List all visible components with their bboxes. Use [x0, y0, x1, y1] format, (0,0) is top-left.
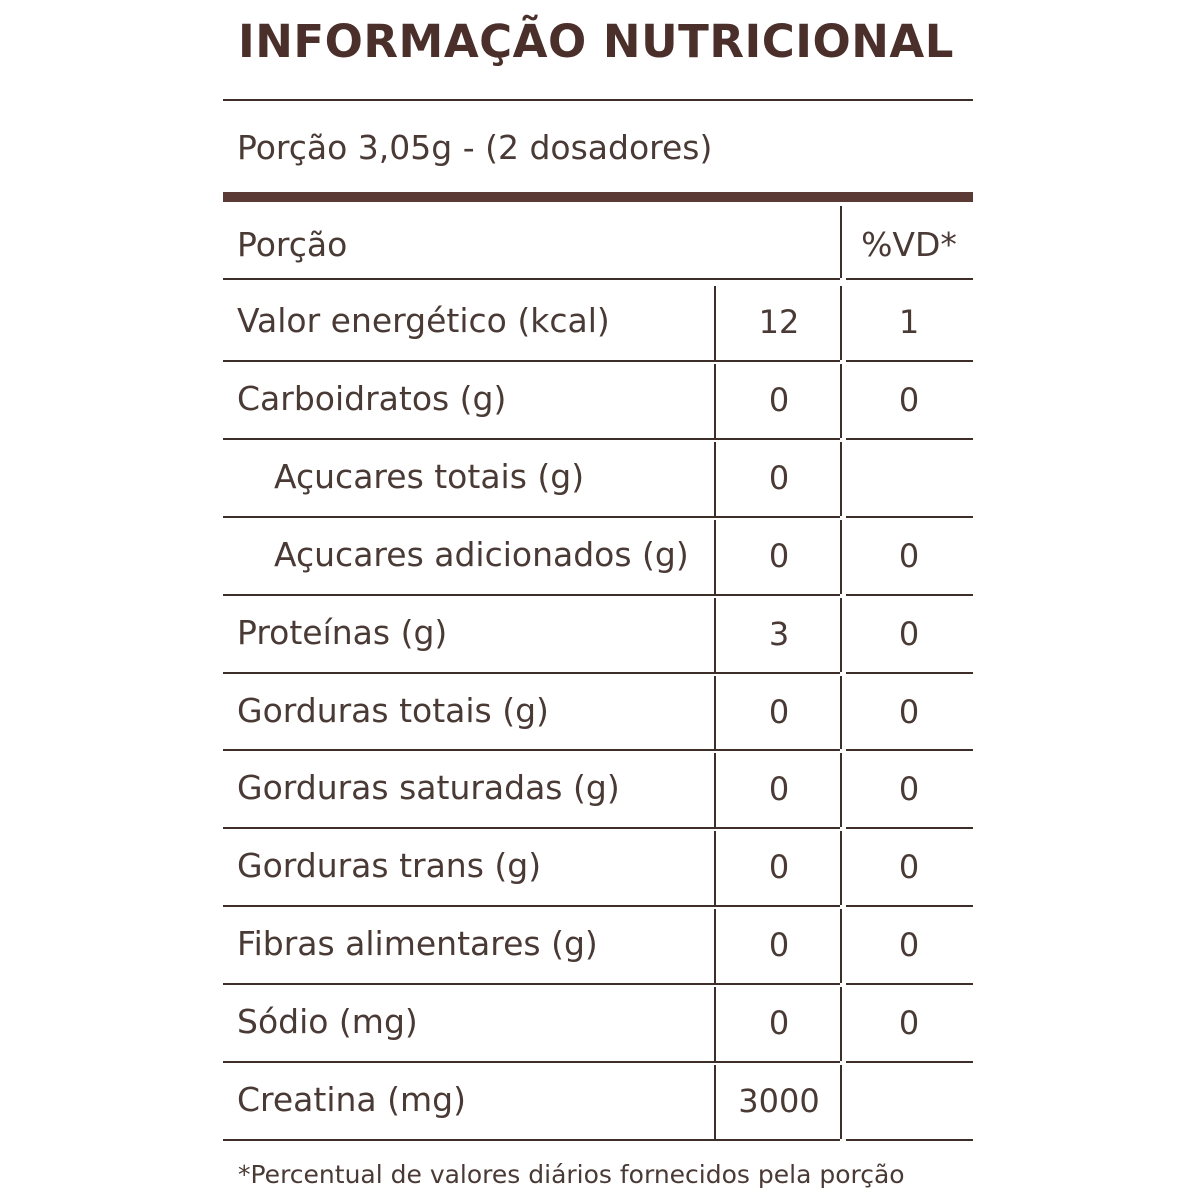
nutrient-dv: 0 [898, 926, 920, 964]
nutrient-amount: 0 [768, 1004, 790, 1042]
row-divider-dv [846, 827, 973, 829]
amount-column-divider [714, 520, 716, 594]
header-dv-label: %VD* [861, 225, 957, 264]
row-divider-dv [846, 516, 973, 518]
row-divider [223, 360, 840, 362]
row-divider [223, 983, 840, 985]
row-divider [223, 1061, 840, 1063]
row-divider [223, 516, 840, 518]
amount-column-divider [714, 831, 716, 905]
dv-column-divider [840, 987, 842, 1061]
nutrient-name: Gorduras trans (g) [237, 846, 542, 885]
row-divider [223, 827, 840, 829]
nutrient-amount: 0 [768, 537, 790, 575]
nutrient-name: Açucares adicionados (g) [274, 535, 689, 574]
header-portion-label: Porção [237, 225, 348, 264]
nutrient-name: Gorduras saturadas (g) [237, 768, 620, 807]
nutrient-amount: 0 [768, 770, 790, 808]
dv-column-divider [840, 442, 842, 516]
row-divider-dv [846, 983, 973, 985]
header-column-divider [840, 206, 842, 278]
dv-column-divider [840, 520, 842, 594]
row-divider-dv [846, 594, 973, 596]
row-divider-dv [846, 1139, 973, 1141]
nutrient-dv: 1 [898, 303, 920, 341]
row-divider [223, 594, 840, 596]
nutrient-name: Gorduras totais (g) [237, 691, 549, 730]
nutrient-dv: 0 [898, 381, 920, 419]
row-divider [223, 438, 840, 440]
amount-column-divider [714, 909, 716, 983]
dv-column-divider [840, 364, 842, 438]
dv-column-divider [840, 1065, 842, 1139]
nutrient-name: Sódio (mg) [237, 1002, 418, 1041]
nutrient-name: Valor energético (kcal) [237, 301, 610, 340]
row-divider-dv [846, 1061, 973, 1063]
nutrient-name: Carboidratos (g) [237, 379, 507, 418]
row-divider [223, 905, 840, 907]
amount-column-divider [714, 364, 716, 438]
nutrient-amount: 0 [768, 848, 790, 886]
thick-divider [223, 192, 973, 202]
amount-column-divider [714, 598, 716, 672]
dv-column-divider [840, 598, 842, 672]
nutrient-amount: 0 [768, 693, 790, 731]
row-divider [223, 672, 840, 674]
nutrient-dv: 0 [898, 693, 920, 731]
row-divider [223, 1139, 840, 1141]
nutrient-dv: 0 [898, 1004, 920, 1042]
nutrient-dv: 0 [898, 537, 920, 575]
nutrient-amount: 0 [768, 459, 790, 497]
header-divider [223, 278, 840, 280]
nutrient-amount: 0 [768, 381, 790, 419]
dv-column-divider [840, 676, 842, 749]
nutrient-dv: 0 [898, 770, 920, 808]
footnote: *Percentual de valores diários fornecidos pela porção [238, 1160, 905, 1189]
nutrient-amount: 12 [758, 303, 800, 341]
dv-column-divider [840, 753, 842, 827]
dv-column-divider [840, 286, 842, 360]
nutrient-name: Proteínas (g) [237, 613, 448, 652]
amount-column-divider [714, 286, 716, 360]
amount-column-divider [714, 753, 716, 827]
dv-column-divider [840, 909, 842, 983]
row-divider-dv [846, 438, 973, 440]
amount-column-divider [714, 987, 716, 1061]
nutrient-name: Fibras alimentares (g) [237, 924, 598, 963]
row-divider-dv [846, 672, 973, 674]
nutrient-amount: 0 [768, 926, 790, 964]
row-divider [223, 749, 840, 751]
amount-column-divider [714, 676, 716, 749]
row-divider-dv [846, 749, 973, 751]
amount-column-divider [714, 442, 716, 516]
nutrient-name: Creatina (mg) [237, 1080, 466, 1119]
row-divider-dv [846, 360, 973, 362]
nutrient-amount: 3000 [738, 1082, 820, 1120]
page-title: INFORMAÇÃO NUTRICIONAL [238, 15, 954, 68]
serving-size: Porção 3,05g - (2 dosadores) [237, 128, 713, 167]
header-divider-dv [846, 278, 973, 280]
dv-column-divider [840, 831, 842, 905]
nutrient-dv: 0 [898, 848, 920, 886]
nutrient-amount: 3 [768, 615, 790, 653]
nutrient-name: Açucares totais (g) [274, 457, 585, 496]
nutrient-dv: 0 [898, 615, 920, 653]
row-divider-dv [846, 905, 973, 907]
title-divider [223, 99, 973, 101]
amount-column-divider [714, 1065, 716, 1139]
